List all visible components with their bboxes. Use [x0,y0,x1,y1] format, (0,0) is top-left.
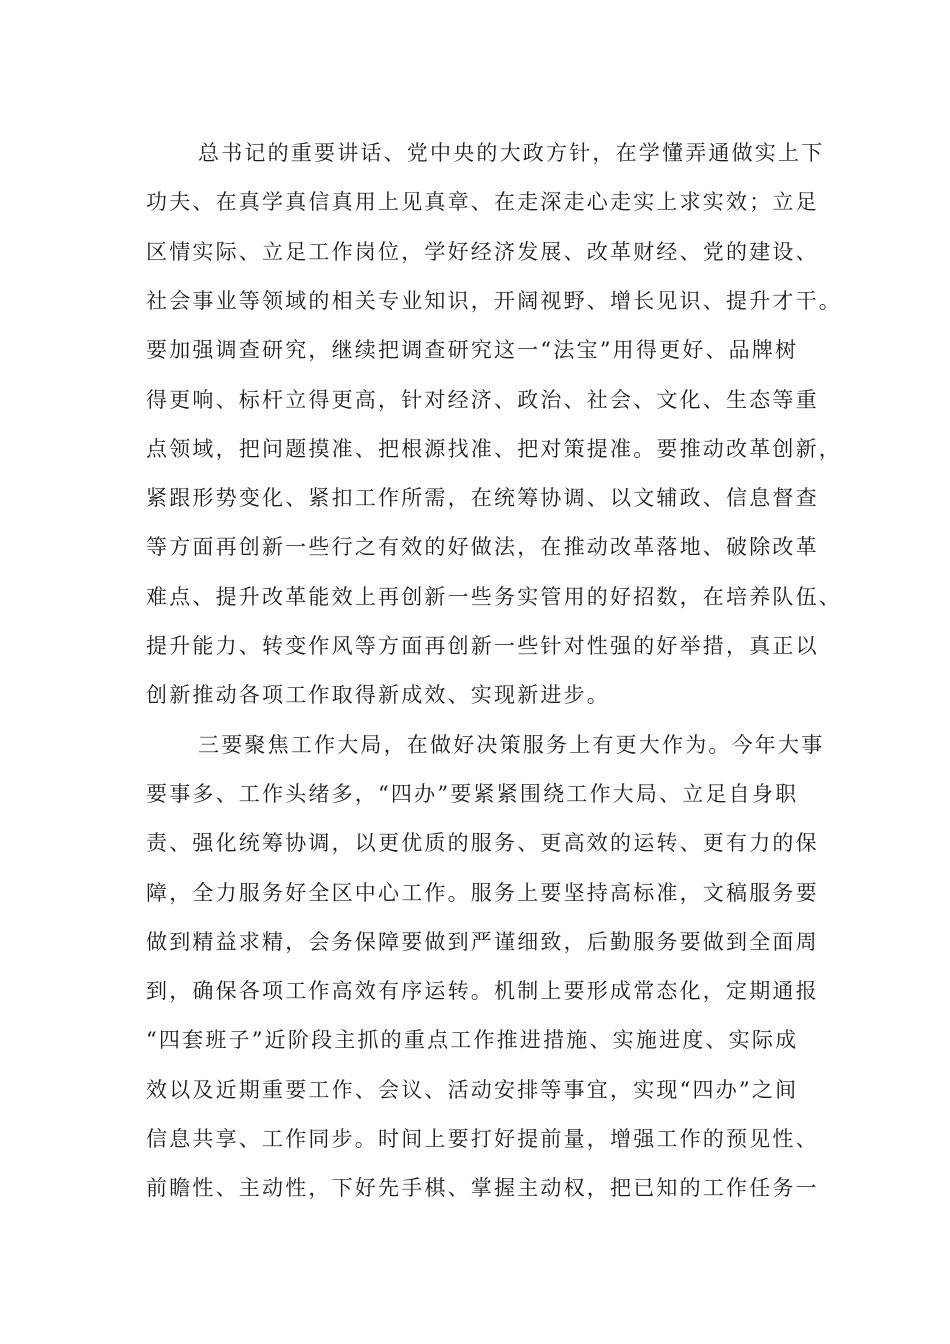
text-line: 等方面再创新一些行之有效的好做法，在推动改革落地、破除改革 [146,535,819,560]
text-line: 区情实际、立足工作岗位，学好经济发展、改革财经、党的建设、 [146,239,819,264]
text-line: 效以及近期重要工作、会议、活动安排等事宜，实现“四办”之间 [146,1077,799,1102]
text-line: 点领域，把问题摸准、把根源找准、把对策提准。要推动改革创新， [146,436,842,461]
text-line: 三要聚焦工作大局，在做好决策服务上有更大作为。今年大事 [198,732,825,757]
text-line: “四套班子”近阶段主抓的重点工作推进措施、实施进度、实际成 [146,1028,799,1053]
text-line: 难点、提升改革能效上再创新一些务实管用的好招数，在培养队伍、 [146,584,842,609]
text-line: 提升能力、转变作风等方面再创新一些针对性强的好举措，真正以 [146,634,819,658]
text-line: 障，全力服务好全区中心工作。服务上要坚持高标准，文稿服务要 [146,880,819,905]
text-line: 到，确保各项工作高效有序运转。机制上要形成常态化，定期通报 [146,979,819,1004]
text-line: 做到精益求精，会务保障要做到严谨细致，后勤服务要做到全面周 [146,929,819,954]
text-line: 功夫、在真学真信真用上见真章、在走深走心走实上求实效；立足 [146,190,819,215]
text-line: 前瞻性、主动性，下好先手棋、掌握主动权，把已知的工作任务一 [146,1176,819,1201]
text-line: 总书记的重要讲话、党中央的大政方针，在学懂弄通做实上下 [198,141,825,165]
text-line: 得更响、标杆立得更高，针对经济、政治、社会、文化、生态等重 [146,387,819,412]
text-line: 要事多、工作头绪多，“四办”要紧紧围绕工作大局、立足自身职 [146,781,799,806]
text-line: 创新推动各项工作取得新成效、实现新进步。 [146,683,610,708]
text-line: 责、强化统筹协调，以更优质的服务、更高效的运转、更有力的保 [146,831,819,856]
text-line: 要加强调查研究，继续把调查研究这一“法宝”用得更好、品牌树 [146,338,799,363]
text-line: 紧跟形势变化、紧扣工作所需，在统筹协调、以文辅政、信息督查 [146,486,819,511]
text-line: 社会事业等领域的相关专业知识，开阔视野、增长见识、提升才干。 [146,288,842,313]
text-line: 信息共享、工作同步。时间上要打好提前量，增强工作的预见性、 [146,1127,819,1151]
